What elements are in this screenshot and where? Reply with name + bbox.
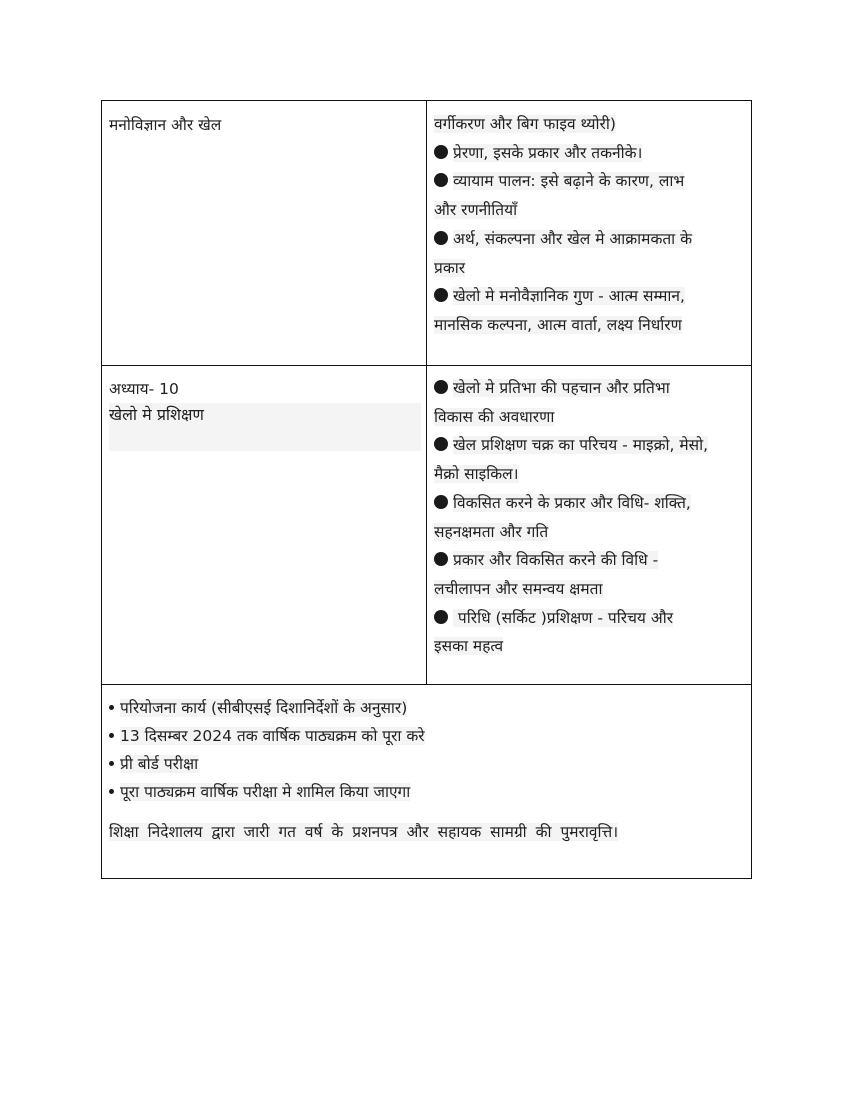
list-item (109, 722, 745, 750)
list-item-text: और रणनीतियाँ (434, 201, 518, 220)
list-item (434, 374, 745, 403)
content-list-psychology (427, 101, 751, 346)
list-item-text: वर्गीकरण और बिग फाइव थ्योरी) (434, 115, 616, 133)
list-item (434, 632, 745, 661)
list-item (109, 750, 745, 778)
bullet-icon (434, 231, 448, 245)
table-row-chapter-10 (102, 366, 752, 685)
list-item-text: परिधि (सर्किट )प्रशिक्षण - परिचय और (453, 608, 674, 627)
chapter-label: अध्याय- 10 (109, 380, 179, 398)
bullet-icon (109, 705, 114, 710)
list-item (434, 311, 745, 340)
list-item-text: लचीलापन और समन्वय क्षमता (434, 579, 603, 598)
content-list-training (427, 366, 751, 667)
content-cell (427, 366, 752, 685)
topic-cell (102, 366, 427, 685)
list-item-text: व्यायाम पालन: इसे बढ़ाने के कारण, लाभ (453, 172, 685, 191)
list-item-text: खेल प्रशिक्षण चक्र का परिचय - माइक्रो, मेसो, (453, 436, 709, 455)
list-item (434, 546, 745, 575)
highlight-band (109, 427, 421, 451)
list-item (434, 254, 745, 283)
list-item-text: सहनक्षमता और गति (434, 522, 549, 541)
list-item-text: खेलो मे प्रतिभा की पहचान और प्रतिभा (453, 379, 670, 397)
list-item (434, 167, 745, 196)
bullet-icon (434, 437, 448, 451)
list-item (434, 225, 745, 254)
list-item (434, 431, 745, 460)
list-item (434, 518, 745, 547)
list-item-text: खेलो मे मनोवैज्ञानिक गुण - आत्म सम्मान, (453, 287, 685, 306)
list-item (434, 403, 745, 432)
bullet-icon (109, 733, 114, 738)
table-row-psychology (102, 101, 752, 366)
bullet-icon (434, 380, 448, 394)
list-item-text: परियोजना कार्य (सीबीएसई दिशानिर्देशों के अनुसार) (120, 699, 408, 717)
list-item (109, 694, 745, 722)
bullet-icon (434, 610, 448, 624)
resources-note-text: शिक्षा निदेशालय द्वारा जारी गत वर्ष के प्रशनपत्र और सहायक सामग्री की पुमरावृत्ति। (109, 823, 619, 841)
bullet-icon (434, 173, 448, 187)
bullet-icon (109, 789, 114, 794)
list-item-text: पूरा पाठ्यक्रम वार्षिक परीक्षा मे शामिल किया जाएगा (120, 783, 411, 801)
list-item-text: 13 दिसम्बर 2024 तक वार्षिक पाठ्यक्रम को पूरा करे (120, 727, 425, 745)
notes-cell (102, 685, 752, 879)
list-item-text: प्रकार और विकसित करने की विधि - (453, 551, 659, 570)
list-item (434, 282, 745, 311)
list-item-text: इसका महत्व (434, 637, 504, 656)
chapter-title: खेलो मे प्रशिक्षण (109, 403, 421, 427)
bullet-icon (434, 288, 448, 302)
list-item (434, 460, 745, 489)
list-item (434, 196, 745, 225)
notes-list (102, 685, 751, 874)
list-item (434, 110, 745, 139)
content-cell (427, 101, 752, 366)
list-item-text: प्रेरणा, इसके प्रकार और तकनीके। (453, 143, 643, 162)
list-item-text: प्रकार (434, 258, 466, 277)
bullet-icon (434, 145, 448, 159)
list-item (434, 139, 745, 168)
syllabus-table (101, 100, 752, 879)
bullet-icon (109, 761, 114, 766)
list-item-text: विकसित करने के प्रकार और विधि- शक्ति, (453, 493, 691, 512)
bullet-icon (434, 495, 448, 509)
bullet-icon (434, 552, 448, 566)
list-item-text: विकास की अवधारणा (434, 407, 555, 426)
unit-title: मनोविज्ञान और खेल (109, 116, 222, 134)
topic-cell (102, 101, 427, 366)
table-row-notes (102, 685, 752, 879)
list-item (434, 604, 745, 633)
resources-note (109, 818, 745, 846)
list-item (434, 489, 745, 518)
list-item-text: मैक्रो साइकिल। (434, 465, 519, 484)
list-item (434, 575, 745, 604)
list-item-text: मानसिक कल्पना, आत्म वार्ता, लक्ष्य निर्धारण (434, 315, 682, 334)
list-item-text: प्री बोर्ड परीक्षा (120, 755, 199, 773)
list-item (109, 778, 745, 806)
list-item-text: अर्थ, संकल्पना और खेल मे आक्रामकता के (453, 229, 693, 248)
